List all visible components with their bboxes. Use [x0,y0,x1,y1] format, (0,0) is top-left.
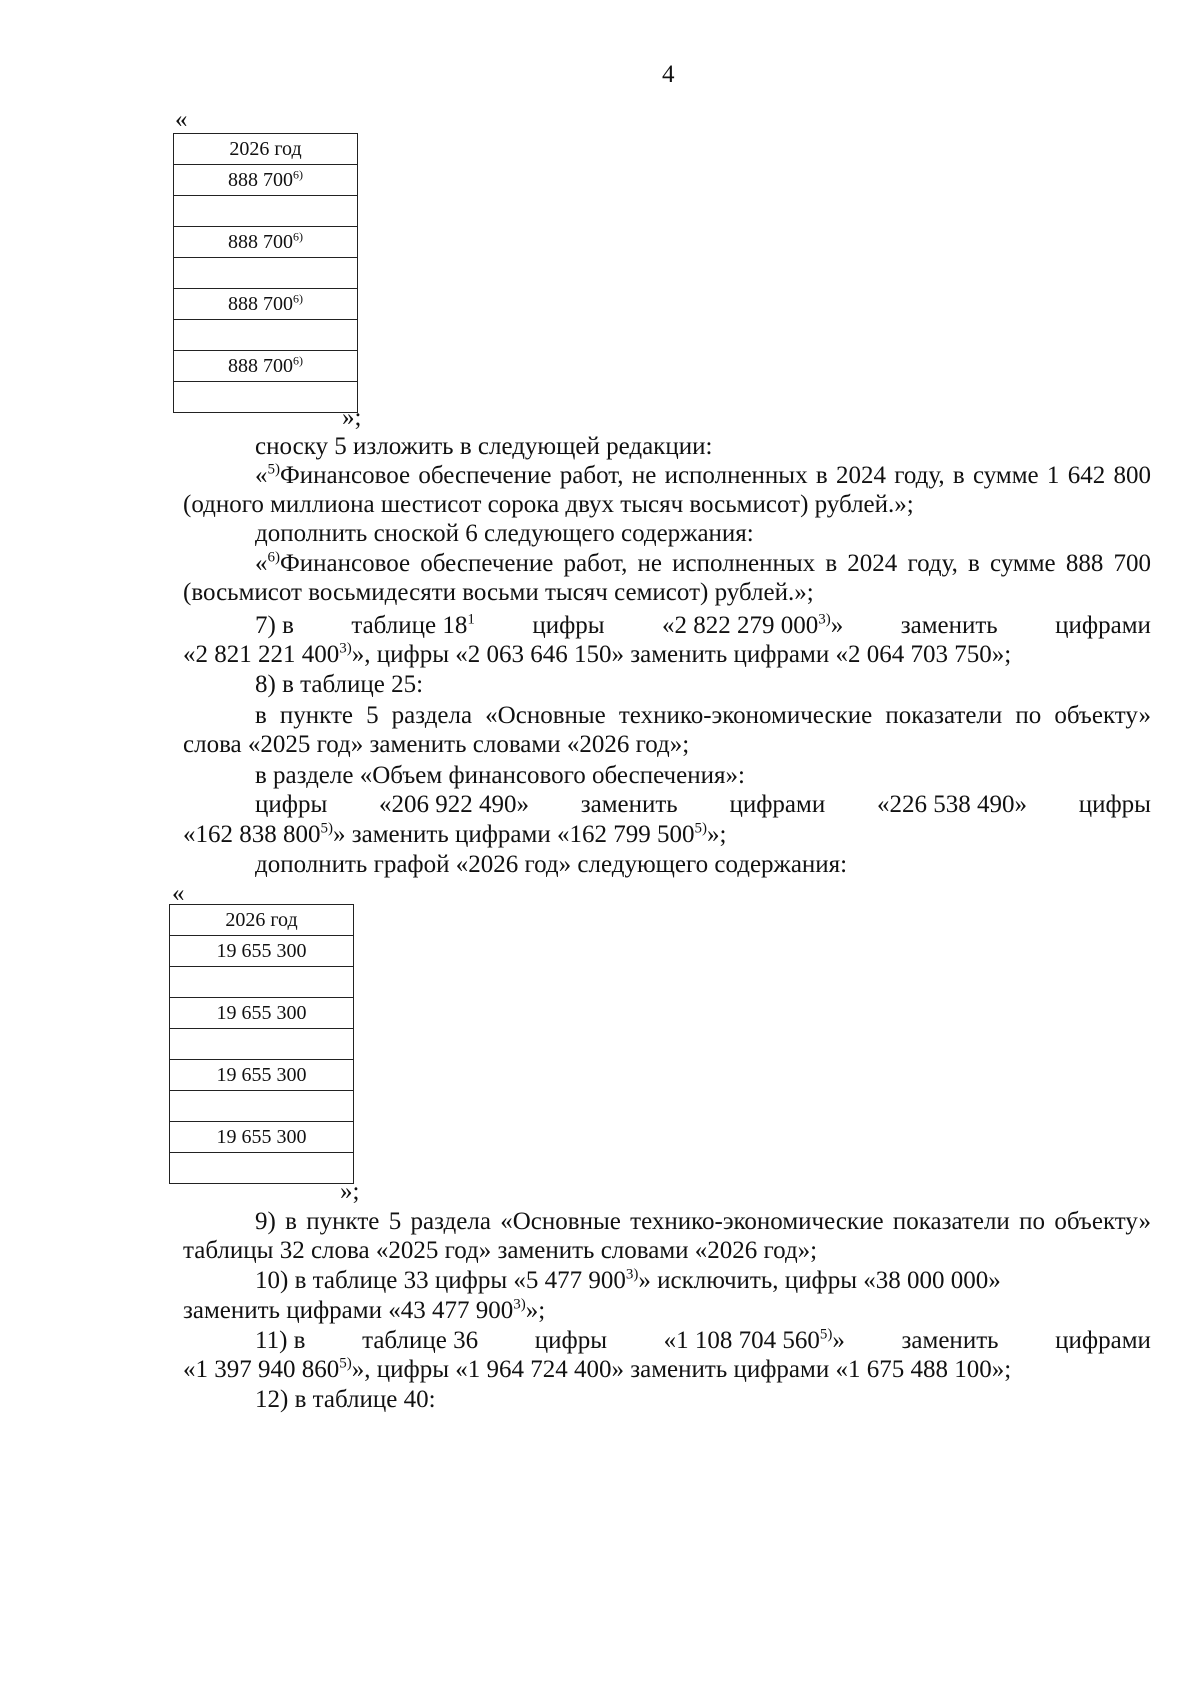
paragraph-line: «162 838 800$^{5)}$» заменить цифрами «162 799 500$^{5)}$»; [183,820,727,848]
table2-close-quote: »; [340,1178,360,1205]
table1-cell [174,258,358,289]
page-number: 4 [662,61,675,88]
table2-header: 2026 год [170,905,354,936]
table2 [169,904,354,1184]
paragraph: «$^{6)}$Финансовое обеспечение работ, не исполненных в 2024 году, в сумме 888 700 (восьмисот восьмидесяти восьми тысяч семисот) рублей.»; [183,549,1151,606]
table2-cell [170,967,354,998]
paragraph: 12) в таблице 40: [255,1386,436,1413]
table2-cell [170,1091,354,1122]
table1-open-quote: « [175,106,188,133]
paragraph-line: 11) в таблице 36 цифры «1 108 704 560$^{5)}$» заменить цифрами [255,1326,1151,1354]
table2-cell: 19 655 300 [170,998,354,1029]
paragraph-line: 10) в таблице 33 цифры «5 477 900$^{3)}$» исключить, цифры «38 000 000» [255,1266,1001,1294]
table2-cell: 19 655 300 [170,936,354,967]
paragraph: в разделе «Объем финансового обеспечения»: [255,762,745,789]
paragraph: дополнить сноской 6 следующего содержания: [255,520,754,547]
table1-cell [174,382,358,413]
paragraph: в пункте 5 раздела «Основные технико-экономические показатели по объекту» слова «2025 год» заменить словами «2026 год»; [183,702,1151,758]
table1-header: 2026 год [174,134,358,165]
paragraph-line: цифры «206 922 490» заменить цифрами «226 538 490» цифры [255,791,1151,818]
paragraph: «$^{5)}$Финансовое обеспечение работ, не исполненных в 2024 году, в сумме 1 642 800 (одного миллиона шестисот сорока двух тысяч восьмисот) рублей.»; [183,461,1151,518]
paragraph: 9) в пункте 5 раздела «Основные технико-экономические показатели по объекту» таблицы 32 слова «2025 год» заменить словами «2026 год»; [183,1208,1151,1264]
paragraph-line: заменить цифрами «43 477 900$^{3)}$»; [183,1296,546,1324]
paragraph: дополнить графой «2026 год» следующего содержания: [255,851,848,878]
paragraph: 8) в таблице 25: [255,671,424,698]
table1-cell: 888 700$^{6)}$ [174,351,358,382]
table2-cell [170,1153,354,1184]
table2-cell: 19 655 300 [170,1122,354,1153]
paragraph-line: «1 397 940 860$^{5)}$», цифры «1 964 724 400» заменить цифрами «1 675 488 100»; [183,1355,1012,1383]
table2-cell [170,1029,354,1060]
table1-close-quote: »; [342,404,362,431]
paragraph-line: 7) в таблице $18^1$ цифры «2 822 279 000$^{3)}$» заменить цифрами [255,611,1151,639]
table1-cell: 888 700$^{6)}$ [174,289,358,320]
paragraph: сноску 5 изложить в следующей редакции: [255,433,713,460]
table1-cell [174,196,358,227]
paragraph-line: «2 821 221 400$^{3)}$», цифры «2 063 646 150» заменить цифрами «2 064 703 750»; [183,640,1012,668]
table1-cell: 888 700$^{6)}$ [174,227,358,258]
table2-cell: 19 655 300 [170,1060,354,1091]
table2-open-quote: « [172,880,185,907]
table1-cell: 888 700$^{6)}$ [174,165,358,196]
table1 [173,133,358,413]
table1-cell [174,320,358,351]
